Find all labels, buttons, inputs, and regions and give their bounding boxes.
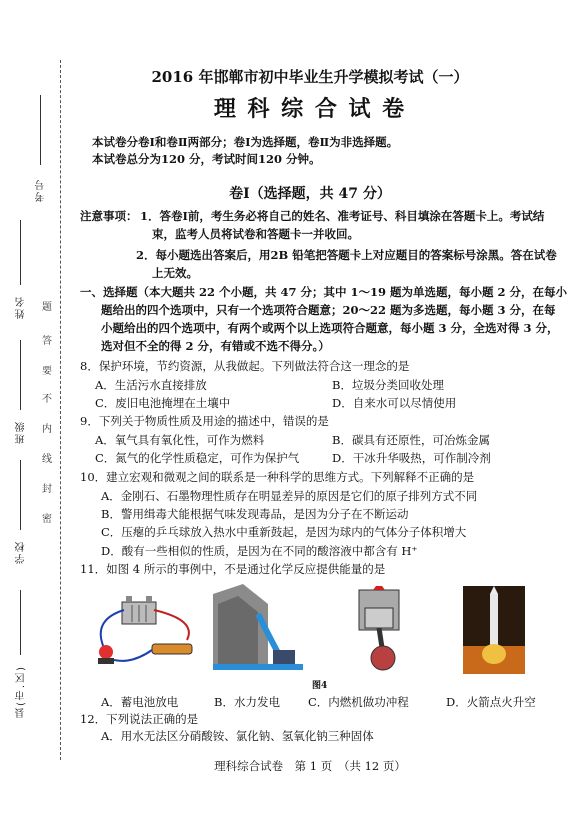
binding-dashed-line [60, 60, 61, 760]
county-line [20, 590, 21, 655]
seal-word: 要 [42, 366, 52, 377]
notice-item: 2．每小题选出答案后，用2B 铅笔把答题卡上对应题目的答案标号涂黑。答在试卷 [136, 248, 557, 262]
q11-option-c: C．内燃机做功冲程 [308, 695, 409, 709]
seal-word: 答 [42, 336, 52, 347]
intro-line: 本试卷总分为120 分，考试时间120 分钟。 [92, 152, 321, 166]
q10-option-b: B．警用缉毒犬能根据气味发现毒品，是因为分子在不断运动 [101, 507, 409, 521]
q9-option-d: D．干冰升华吸热，可作制冷剂 [332, 451, 491, 465]
q9-option-b: B．碳具有还原性，可冶炼金属 [332, 433, 490, 447]
notice-label: 注意事项： [80, 209, 138, 223]
q9-option-c: C．氮气的化学性质稳定，可作为保护气 [95, 451, 300, 465]
q10-option-d: D．酸有一些相似的性质，是因为在不同的酸溶液中都含有 H⁺ [101, 544, 418, 558]
question-11-stem: 11．如图 4 所示的事例中，不是通过化学反应提供能量的是 [80, 562, 386, 576]
exam-number-label: 考号 [36, 178, 47, 202]
notice-item: 1．答卷Ⅰ前，考生务必将自己的姓名、准考证号、科目填涂在答题卡上。考试结 [140, 209, 545, 223]
seal-word: 内 [42, 424, 52, 435]
name-label: 姓名 [16, 295, 27, 319]
intro-line: 本试卷分卷Ⅰ和卷Ⅱ两部分；卷Ⅰ为选择题，卷Ⅱ为非选择题。 [92, 135, 399, 149]
engine-figure [345, 586, 417, 674]
seal-word: 线 [42, 454, 52, 465]
q9-option-a: A．氧气具有氧化性，可作为燃料 [95, 433, 265, 447]
figure-4-label: 图4 [312, 681, 328, 691]
q8-option-d: D．自来水可以尽情使用 [332, 396, 457, 410]
hydropower-figure [213, 584, 303, 670]
q8-option-b: B．垃圾分类回收处理 [332, 378, 444, 392]
page-footer: 理科综合试卷 第 1 页 （共 12 页） [214, 759, 406, 773]
school-line [20, 460, 21, 530]
part1-instructions: 小题给出的四个选项中，有两个或两个以上选项符合题意，每小题 3 分，全选对得 3 分， [101, 321, 559, 335]
part1-instructions: 选对但不全的得 2 分，有错或不选不得分。） [101, 339, 330, 353]
paper-title: 理 科 综 合 试 卷 [213, 96, 407, 122]
section-title: 卷Ⅰ（选择题，共 47 分） [229, 186, 391, 202]
class-label: 班级 [16, 420, 27, 444]
question-9-stem: 9．下列关于物质性质及用途的描述中，错误的是 [80, 414, 329, 428]
q12-option-a: A．用水无法区分硝酸铵、氯化钠、氢氧化钠三种固体 [101, 729, 374, 743]
q10-option-c: C．压瘪的乒乓球放入热水中重新鼓起，是因为球内的气体分子体积增大 [101, 525, 467, 539]
q8-option-c: C．废旧电池掩埋在土壤中 [95, 396, 231, 410]
part1-instructions: 一、选择题（本大题共 22 个小题，共 47 分；其中 1～19 题为单选题，每小题 2 分，在每小 [80, 285, 568, 299]
question-8-stem: 8．保护环境，节约资源，从我做起。下列做法符合这一理念的是 [80, 359, 410, 373]
q11-option-d: D．火箭点火升空 [446, 695, 536, 709]
seal-word: 不 [42, 394, 52, 405]
county-label: 县(市.区) [16, 665, 27, 718]
question-10-stem: 10．建立宏观和微观之间的联系是一种科学的思维方式。下列解释不正确的是 [80, 470, 475, 484]
q11-option-b: B．水力发电 [214, 695, 280, 709]
name-line [20, 220, 21, 285]
q11-option-a: A．蓄电池放电 [101, 695, 179, 709]
class-line [20, 340, 21, 410]
q8-option-a: A．生活污水直接排放 [95, 378, 207, 392]
battery-circuit-figure [92, 590, 202, 670]
notice-item: 束，监考人员将试卷和答题卡一并收回。 [152, 227, 359, 241]
school-label: 学校 [16, 540, 27, 564]
exam-title: 2016 年邯郸市初中毕业生升学模拟考试（一） [151, 68, 469, 86]
seal-word: 题 [42, 302, 52, 313]
rocket-launch-figure [463, 586, 525, 674]
question-12-stem: 12．下列说法正确的是 [80, 712, 199, 726]
seal-word: 封 [42, 484, 52, 495]
q10-option-a: A．金刚石、石墨物理性质存在明显差异的原因是它们的原子排列方式不同 [101, 489, 478, 503]
part1-instructions: 题给出的四个选项中，只有一个选项符合题意；20～22 题为多选题，每小题 3 分，在每 [101, 303, 556, 317]
seal-word: 密 [42, 514, 52, 525]
notice-item: 上无效。 [152, 266, 198, 280]
